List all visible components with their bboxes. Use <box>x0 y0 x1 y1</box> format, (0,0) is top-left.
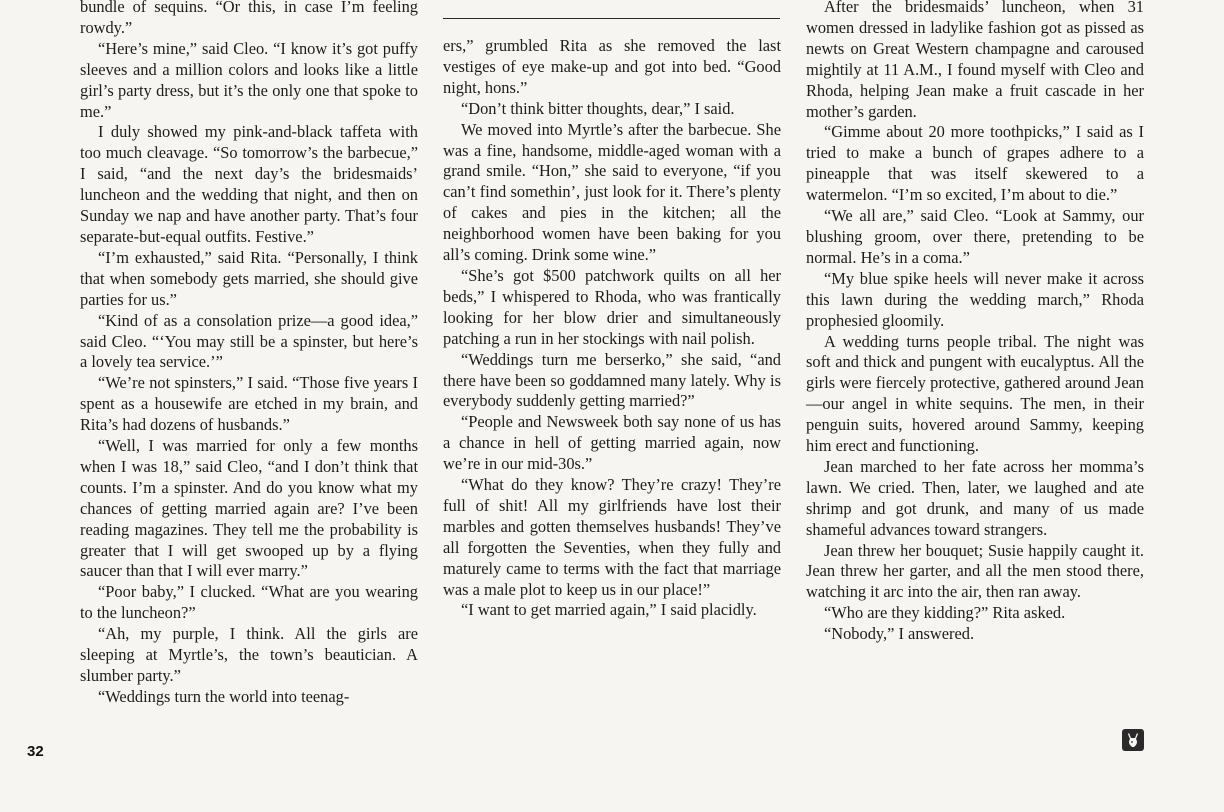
paragraph: I duly showed my pink-and-black taffeta with too much cleavage. “So tomorrow’s the barbecue,” I said, “and the next day’s the bridesmaids’ luncheon and the wedding that night, and then on Sunday we nap and have another party. That’s four separate-but-equal outfits. Festive.” <box>80 122 418 246</box>
paragraph: “Don’t think bitter thoughts, dear,” I said. <box>461 98 735 118</box>
text-column-3 <box>806 0 1144 645</box>
text-column-2 <box>443 36 781 621</box>
paragraph: “Weddings turn the world into teenag- <box>98 686 350 706</box>
paragraph: “Weddings turn me berserko,” she said, “and there have been so goddamned many lately. Why is everybody suddenly getting married?” <box>443 349 781 411</box>
paragraph: “Nobody,” I answered. <box>824 624 975 644</box>
paragraph: “What do they know? They’re crazy! They’re full of shit! All my girlfriends have lost their marbles and gotten themselves husbands! They’ve all forgotten the Seventies, when they fully and maturely came to terms with the fact that marriage was a male plot to keep us in our place!” <box>443 475 781 599</box>
paragraph: “My blue spike heels will never make it across this lawn during the wedding march,” Rhoda prophesied gloomily. <box>806 268 1144 330</box>
paragraph: Jean threw her bouquet; Susie happily caught it. Jean threw her garter, and all the men stood there, watching it arc into the air, then ran away. <box>806 540 1144 602</box>
paragraph: “I’m exhausted,” said Rita. “Personally, I think that when somebody gets married, she should give parties for us.” <box>80 247 418 309</box>
paragraph: “Kind of as a consolation prize—a good idea,” said Cleo. “‘You may still be a spinster, but here’s a lovely tea service.’” <box>80 310 418 372</box>
text-column-1 <box>80 0 418 708</box>
paragraph: “Who are they kidding?” Rita asked. <box>824 603 1066 623</box>
paragraph: “I want to get married again,” I said placidly. <box>461 600 757 620</box>
paragraph: After the bridesmaids’ luncheon, when 31 women dressed in ladylike fashion got as pissed as newts on Great Western champagne and caroused mightily at 11 A.M., I found myself with Cleo and Rhoda, helping Jean make a fruit cascade in her mother’s garden. <box>806 0 1144 121</box>
paragraph: “Here’s mine,” said Cleo. “I know it’s got puffy sleeves and a million colors and looks like a little girl’s party dress, but it’s the only one that spoke to me.” <box>80 38 418 121</box>
paragraph: Jean marched to her fate across her momma’s lawn. We cried. Then, later, we laughed and ate shrimp and got drunk, and many of us made shameful advances toward strangers. <box>806 456 1144 539</box>
paragraph: A wedding turns people tribal. The night was soft and thick and pungent with eucalyptus. All the girls were fiercely protective, gathered around Jean—our angel in white sequins. The men, in their penguin suits, hovered around Sammy, keeping him erect and functioning. <box>806 331 1144 456</box>
column-rule <box>443 18 780 19</box>
paragraph: “We all are,” said Cleo. “Look at Sammy, our blushing groom, over there, pretending to be normal. He’s in a coma.” <box>806 206 1144 267</box>
paragraph: ers,” grumbled Rita as she removed the last vestiges of eye make-up and got into bed. “Good night, hons.” <box>443 36 781 97</box>
paragraph: “Well, I was married for only a few months when I was 18,” said Cleo, “and I don’t think that counts. I’m a spinster. And do you know what my chances of getting married again are? I’ve been reading magazines. They tell me the probability is greater that I will get swooped up by a flying saucer than that I will ever marry.” <box>80 436 418 581</box>
paragraph: “We’re not spinsters,” I said. “Those five years I spent as a housewife are etched in my brain, and Rita’s had dozens of husbands.” <box>80 373 418 435</box>
paragraph: “People and Newsweek both say none of us has a chance in hell of getting married again, now we’re in our mid-30s.” <box>443 412 781 474</box>
paragraph: “Poor baby,” I clucked. “What are you wearing to the luncheon?” <box>80 582 418 623</box>
paragraph: “Ah, my purple, I think. All the girls are sleeping at Myrtle’s, the town’s beautician. A slumber party.” <box>80 624 418 685</box>
paragraph: “Gimme about 20 more toothpicks,” I said as I tried to make a bunch of grapes adhere to a pineapple that was itself skewered to a watermelon. “I’m so excited, I’m about to die.” <box>806 122 1144 205</box>
rabbit-head-icon <box>1122 729 1144 751</box>
paragraph: “She’s got $500 patchwork quilts on all her beds,” I whispered to Rhoda, who was frantically looking for her blow drier and simultaneously patching a run in her stockings with nail polish. <box>443 265 781 348</box>
paragraph: We moved into Myrtle’s after the barbecue. She was a fine, handsome, middle-aged woman with a grand smile. “Hon,” she said to everyone, “if you can’t find somethin’, just look for it. There’s plenty of cakes and pies in the kitchen; all the neighborhood women have been baking for you all’s coming. Drink some wine.” <box>443 119 781 265</box>
paragraph: bundle of sequins. “Or this, in case I’m feeling rowdy.” <box>80 0 418 37</box>
page-number: 32 <box>27 743 44 760</box>
